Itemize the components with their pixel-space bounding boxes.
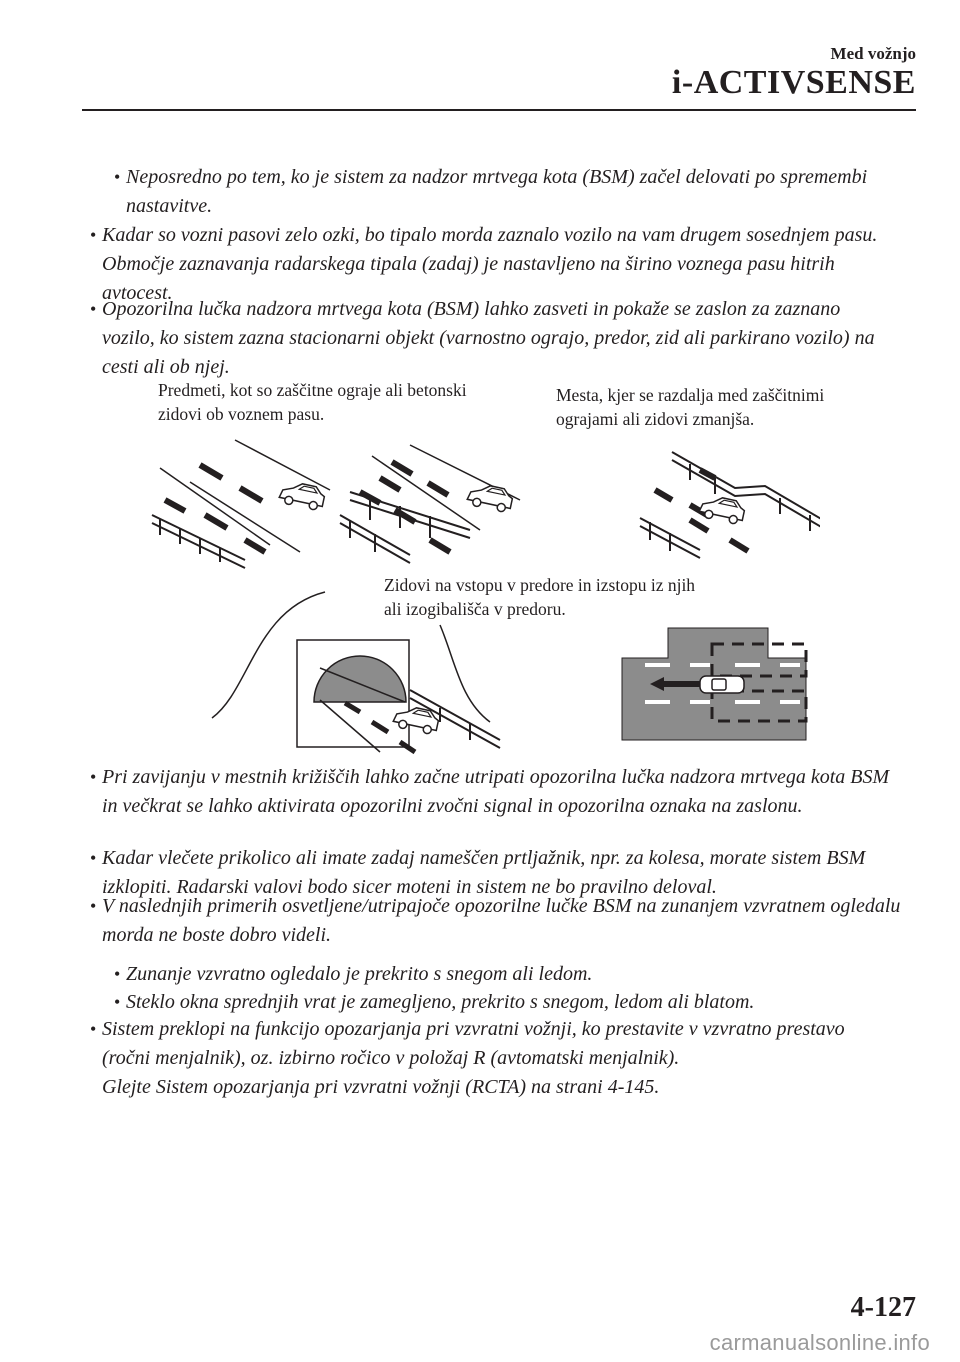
road-scene-tunnel: [212, 592, 500, 752]
bullet-dot-icon: •: [90, 225, 97, 245]
sub-bullet-item-1: [112, 960, 926, 989]
bullet-dot-icon: •: [90, 767, 97, 787]
bullet-text: Zunanje vzvratno ogledalo je prekrito s snegom ali ledom.: [126, 963, 593, 985]
bullet-dot-icon: •: [114, 992, 121, 1012]
cross-reference: Glejte Sistem opozarjanja pri vzvratni vožnji (RCTA) na strani 4-145.: [102, 1076, 660, 1098]
bullet-text: Sistem preklopi na funkcijo opozarjanja pri vzvratni vožnji, ko prestavite v vzvratno prestavo (ročni menjalnik), oz. izbirno ročico v položaj R (avtomatski menjalnik).: [102, 1018, 845, 1069]
bullet-item-4: [88, 763, 908, 821]
sub-bullet-item-2: [112, 988, 926, 1017]
figure-caption-barriers: Predmeti, kot so zaščitne ograje ali betonski zidovi ob voznem pasu.: [158, 380, 467, 424]
section-label: Med vožnjo: [830, 44, 916, 63]
stationary-objects-illustration: [140, 385, 820, 760]
figure-caption-narrowing: Mesta, kjer se razdalja med zaščitnimi ograjami ali zidovi zmanjša.: [556, 385, 825, 429]
watermark: carmanualsonline.info: [709, 1330, 930, 1355]
bullet-text: Kadar vlečete prikolico ali imate zadaj nameščen prtljažnik, npr. za kolesa, morate sistem BSM izklopiti. Radarski valovi bodo sicer moteni in sistem ne bo pravilno deloval.: [102, 847, 866, 898]
page-number: 4-127: [850, 1292, 916, 1323]
bullet-item-7: [88, 1015, 892, 1102]
bullet-item-1: [112, 163, 906, 221]
page-title: i-ACTIVSENSE: [671, 64, 916, 101]
figure-caption-tunnel: Zidovi na vstopu v predore in izstopu iz njih ali izogibališča v predoru.: [384, 575, 696, 619]
bullet-dot-icon: •: [114, 167, 121, 187]
road-scene-barrier: [152, 440, 330, 568]
header-divider: [82, 109, 916, 111]
bullet-dot-icon: •: [90, 299, 97, 319]
bullet-text: Neposredno po tem, ko je sistem za nadzor mrtvega kota (BSM) začel delovati po spremembi nastavitve.: [126, 166, 868, 217]
bullet-text: V naslednjih primerih osvetljene/utripajoče opozorilne lučke BSM na zunanjem vzvratnem ogledalu morda ne boste dobro videli.: [102, 895, 901, 946]
bullet-text: Kadar so vozni pasovi zelo ozki, bo tipalo morda zaznalo vozilo na vam drugem sosednjem pasu. Območje zaznavanja radarskega tipala (zadaj) je nastavljeno na širino voznega pasu hitrih avtocest.: [102, 224, 878, 304]
bullet-dot-icon: •: [90, 848, 97, 868]
road-scene-narrowing: [640, 452, 820, 558]
bullet-text: Steklo okna sprednjih vrat je zamegljeno, prekrito s snegom, ledom ali blatom.: [126, 991, 755, 1013]
bullet-item-3: [88, 295, 892, 382]
bullet-dot-icon: •: [90, 896, 97, 916]
bullet-dot-icon: •: [90, 1019, 97, 1039]
bullet-text: Pri zavijanju v mestnih križiščih lahko začne utripati opozorilna lučka nadzora mrtvega kota BSM in večkrat se lahko aktivirata opozorilni zvočni signal in opozorilna oznaka na zaslonu.: [102, 766, 890, 817]
road-scene-guardrail: [340, 445, 520, 563]
bullet-dot-icon: •: [114, 964, 121, 984]
bullet-item-6: [88, 892, 938, 950]
bullet-text: Opozorilna lučka nadzora mrtvega kota (BSM) lahko zasveti in pokaže se zaslon za zaznano vozilo, ko sistem zazna stacionarni objekt (varnostno ograjo, predor, zid ali parkirano vozilo) na cesti ali ob njej.: [102, 298, 875, 378]
road-scene-topview: [622, 628, 806, 740]
